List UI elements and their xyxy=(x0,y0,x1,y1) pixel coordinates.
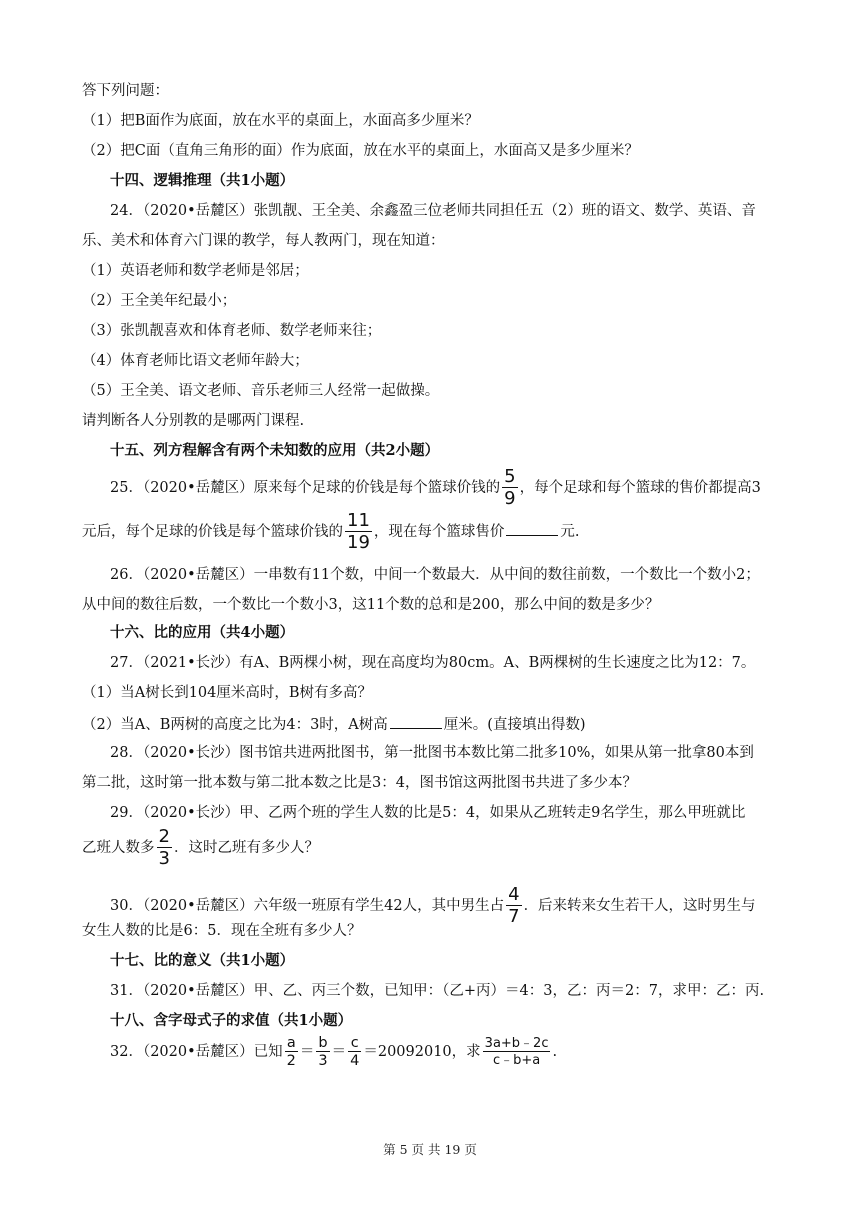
question-24-clue-4: （4）体育老师比语文老师年龄大； xyxy=(82,353,309,369)
question-25-text: 元后，每个足球的价钱是每个篮球价钱的 xyxy=(82,524,343,540)
question-32-text: 32．（2020•岳麓区）已知 xyxy=(110,1044,283,1060)
question-32-text: ＝20092010，求 xyxy=(363,1044,481,1060)
intro-line: 答下列问题： xyxy=(82,83,169,99)
question-26-line-1: 26．（2020•岳麓区）一串数有11个数，中间一个数最大．从中间的数往前数，一个数比一个数小2； xyxy=(110,567,760,583)
equals-sign: ＝ xyxy=(331,1044,347,1060)
section-heading-15: 十五、列方程解含有两个未知数的应用（共2小题） xyxy=(110,442,440,459)
question-32 xyxy=(110,1030,557,1074)
question-32-text: . xyxy=(552,1044,558,1060)
fraction-c-4: $\frac{c}{4}$ xyxy=(350,1034,360,1069)
question-24-clue-1: （1）英语老师和数学老师是邻居； xyxy=(82,263,309,279)
question-24-clue-3: （3）张凯靓喜欢和体育老师、数学老师来往； xyxy=(82,323,382,339)
section-heading-18: 十八、含字母式子的求值（共1小题） xyxy=(110,1012,353,1029)
question-30-text: 30．（2020•岳麓区）六年级一班原有学生42人，其中男生占 xyxy=(110,898,505,914)
equals-sign: ＝ xyxy=(299,1044,315,1060)
question-27-line-1: 27．（2021•长沙）有A、B两棵小树，现在高度均为80cm。A、B两棵树的生长速度之比为12：7。 xyxy=(110,655,756,671)
fraction-4-7: $\frac{4}{7}$ xyxy=(508,884,520,927)
question-23-part-2: （2）把C面（直角三角形的面）作为底面，放在水平的桌面上，水面高又是多少厘米？ xyxy=(82,143,639,159)
question-26-line-2: 从中间的数往后数，一个数比一个数小3，这11个数的总和是200，那么中间的数是多少？ xyxy=(82,597,660,613)
question-27-text: （2）当A、B两树的高度之比为4：3时，A树高 xyxy=(82,717,388,733)
question-24-line-2: 乐、美术和体育六门课的教学，每人教两门，现在知道： xyxy=(82,233,445,249)
section-heading-16: 十六、比的应用（共4小题） xyxy=(110,624,295,641)
fraction-5-9: $\frac{5}{9}$ xyxy=(504,466,516,509)
page-footer: 第 5 页 共 19 页 xyxy=(383,1142,477,1157)
fraction-a-2: $\frac{a}{2}$ xyxy=(286,1034,296,1069)
question-25-text: ，每个足球和每个篮球的售价都提高3 xyxy=(519,480,761,496)
section-heading-14: 十四、逻辑推理（共1小题） xyxy=(110,172,295,189)
question-25-text: 25．（2020•岳麓区）原来每个足球的价钱是每个篮球价钱的 xyxy=(110,480,501,496)
fraction-11-19: $\frac{11}{19}$ xyxy=(347,510,370,553)
question-24-ask: 请判断各人分别教的是哪两门课程. xyxy=(82,413,305,429)
section-heading-17: 十七、比的意义（共1小题） xyxy=(110,952,295,969)
question-25-line-1 xyxy=(110,466,761,510)
question-23-part-1: （1）把B面作为底面，放在水平的桌面上，水面高多少厘米？ xyxy=(82,113,479,129)
question-27-part-1: （1）当A树长到104厘米高时，B树有多高？ xyxy=(82,685,373,701)
answer-blank[interactable] xyxy=(506,519,558,536)
question-30-line-2: 女生人数的比是6：5．现在全班有多少人？ xyxy=(82,923,362,939)
question-25-text: 元. xyxy=(560,524,580,540)
question-29-text: 乙班人数多 xyxy=(82,840,155,856)
question-29-text: ．这时乙班有多少人？ xyxy=(173,840,319,856)
answer-blank[interactable] xyxy=(390,712,442,729)
question-31: 31．（2020•岳麓区）甲、乙、丙三个数，已知甲：（乙+丙）＝4：3，乙：丙＝2：7，求甲：乙：丙. xyxy=(110,983,765,999)
question-29-line-1: 29．（2020•长沙）甲、乙两个班的学生人数的比是5：4，如果从乙班转走9名学生，那么甲班就比 xyxy=(110,805,746,821)
question-27-text: 厘米。(直接填出得数) xyxy=(443,717,586,733)
fraction-2-3: $\frac{2}{3}$ xyxy=(158,826,170,869)
question-24-clue-2: （2）王全美年纪最小； xyxy=(82,293,237,309)
fraction-expression: $\frac{3a+b﹣2c}{c﹣b+a}$ xyxy=(484,1036,549,1068)
question-25-text: ，现在每个篮球售价 xyxy=(373,524,505,540)
question-29-line-2 xyxy=(82,826,319,870)
question-27-part-2 xyxy=(82,712,586,736)
fraction-b-3: $\frac{b}{3}$ xyxy=(318,1034,328,1069)
question-30-text: ．后来转来女生若干人，这时男生与 xyxy=(523,898,756,914)
question-28-line-2: 第二批，这时第一批本数与第二批本数之比是3：4，图书馆这两批图书共进了多少本？ xyxy=(82,775,637,791)
question-28-line-1: 28．（2020•长沙）图书馆共进两批图书，第一批图书本数比第二批多10%，如果从第一批拿80本到 xyxy=(110,745,754,761)
question-25-line-2 xyxy=(82,510,580,554)
question-24-clue-5: （5）王全美、语文老师、音乐老师三人经常一起做操。 xyxy=(82,383,440,399)
question-24-line-1: 24．（2020•岳麓区）张凯靓、王全美、余鑫盈三位老师共同担任五（2）班的语文、数学、英语、音 xyxy=(110,203,756,219)
